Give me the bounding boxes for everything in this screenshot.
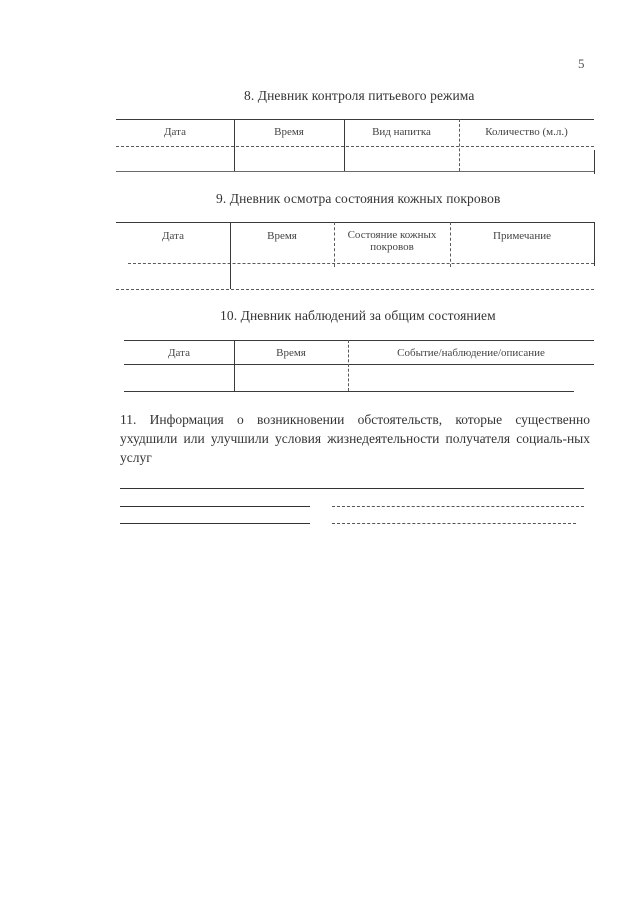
column-header-skin-condition: Состояние кожных покровов bbox=[347, 229, 437, 253]
table-column-divider bbox=[334, 222, 335, 267]
table-header-divider bbox=[116, 146, 594, 147]
section-10-title: 10. Дневник наблюдений за общим состоянием bbox=[220, 308, 496, 323]
table-top-border bbox=[116, 119, 594, 120]
column-header-note: Примечание bbox=[493, 230, 551, 242]
blank-fill-line bbox=[120, 488, 584, 489]
table-right-border bbox=[594, 222, 595, 266]
blank-fill-line bbox=[120, 523, 310, 524]
column-header-event-description: Событие/наблюдение/описание bbox=[397, 347, 545, 359]
table-top-border bbox=[116, 222, 594, 223]
column-header-quantity: Количество (м.л.) bbox=[485, 126, 568, 138]
table-bottom-border bbox=[124, 391, 574, 392]
column-header-time: Время bbox=[274, 126, 304, 138]
table-column-divider bbox=[450, 222, 451, 267]
column-header-date: Дата bbox=[164, 126, 186, 138]
blank-fill-line bbox=[332, 523, 576, 524]
blank-fill-line bbox=[332, 506, 584, 507]
table-header-divider bbox=[124, 364, 594, 365]
table-bottom-border bbox=[116, 289, 594, 290]
section-8-title: 8. Дневник контроля питьевого режима bbox=[244, 88, 475, 103]
column-header-date: Дата bbox=[168, 347, 190, 359]
section-9-title: 9. Дневник осмотра состояния кожных покровов bbox=[216, 191, 501, 206]
blank-fill-line bbox=[120, 506, 310, 507]
column-header-time: Время bbox=[267, 230, 297, 242]
column-header-date: Дата bbox=[162, 230, 184, 242]
column-header-drink-type: Вид напитка bbox=[372, 126, 431, 138]
table-right-border bbox=[594, 150, 595, 174]
page-number: 5 bbox=[578, 56, 585, 71]
column-header-time: Время bbox=[276, 347, 306, 359]
section-11-paragraph: 11. Информация о возникновении обстоятельств, которые существенно ухудшили или улучшили условия жизнедеятельности получателя социаль-ных услуг bbox=[120, 412, 590, 465]
table-bottom-border bbox=[116, 171, 594, 172]
table-header-divider bbox=[128, 263, 594, 264]
table-top-border bbox=[124, 340, 594, 341]
